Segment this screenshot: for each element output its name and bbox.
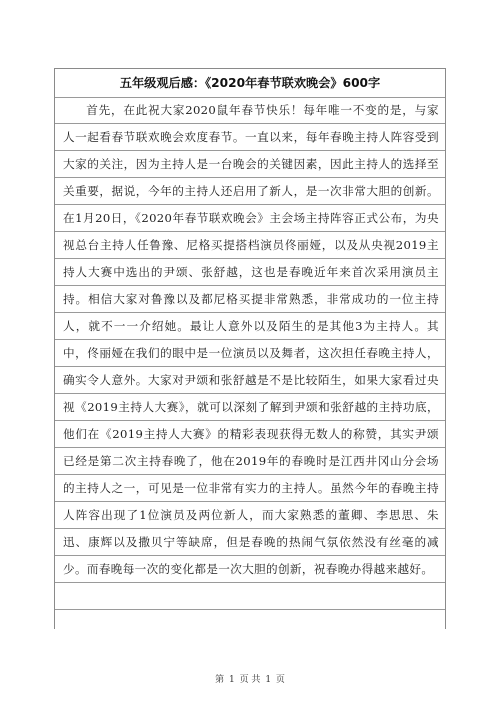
essay-sheet	[54, 68, 446, 629]
footer-middle: 页 共	[239, 675, 261, 685]
footer-page-number: 1	[228, 675, 235, 685]
footer-prefix: 第	[215, 675, 225, 685]
page-footer	[0, 672, 500, 685]
ruled-body	[55, 97, 445, 630]
essay-paragraph: 首先，在此祝大家2020鼠年春节快乐！每年唯一不变的是，与家人一起看春节联欢晚会欢度春节。一直以来，每年春晚主持人阵容受到大家的关注，因为主持人是一台晚会的关键因素，因此主持人的选择至关重要，据说，今年的主持人还启用了新人，是一次非常大胆的创新。在1月20日，《2020年春节联欢晚会》主会场主持阵容正式公布，为央视总台主持人任鲁豫、尼格买提搭档演员佟丽娅，以及从央视2019主持人大赛中选出的尹颂、张舒越，这也是春晚近年来首次采用演员主持。相信大家对鲁豫以及都尼格买提非常熟悉，非常成功的一位主持人，就不一一介绍她。最让人意外以及陌生的是其他3为主持人。其中，佟丽娅在我们的眼中是一位演员以及舞者，这次担任春晚主持人，确实令人意外。大家对尹颂和张舒越是不是比较陌生，如果大家看过央视《2019主持人大赛》，就可以深刻了解到尹颂和张舒越的主持功底，他们在《2019主持人大赛》的精彩表现获得无数人的称赞，其实尹颂已经是第二次主持春晚了，他在2019年的春晚时是江西井冈山分会场的主持人之一，可见是一位非常有实力的主持人。虽然今年的春晚主持人阵容出现了1位演员及两位新人，而大家熟悉的董卿、李思思、朱迅、康辉以及撒贝宁等缺席，但是春晚的热闹气氛依然没有丝毫的减少。而春晚每一次的变化都是一次大胆的创新，祝春晚办得越来越好。	[63, 103, 439, 576]
document-title: 五年级观后感：《2020年春节联欢晚会》600字	[55, 69, 445, 98]
footer-suffix: 页	[275, 675, 285, 685]
footer-total-pages: 1	[265, 675, 272, 685]
